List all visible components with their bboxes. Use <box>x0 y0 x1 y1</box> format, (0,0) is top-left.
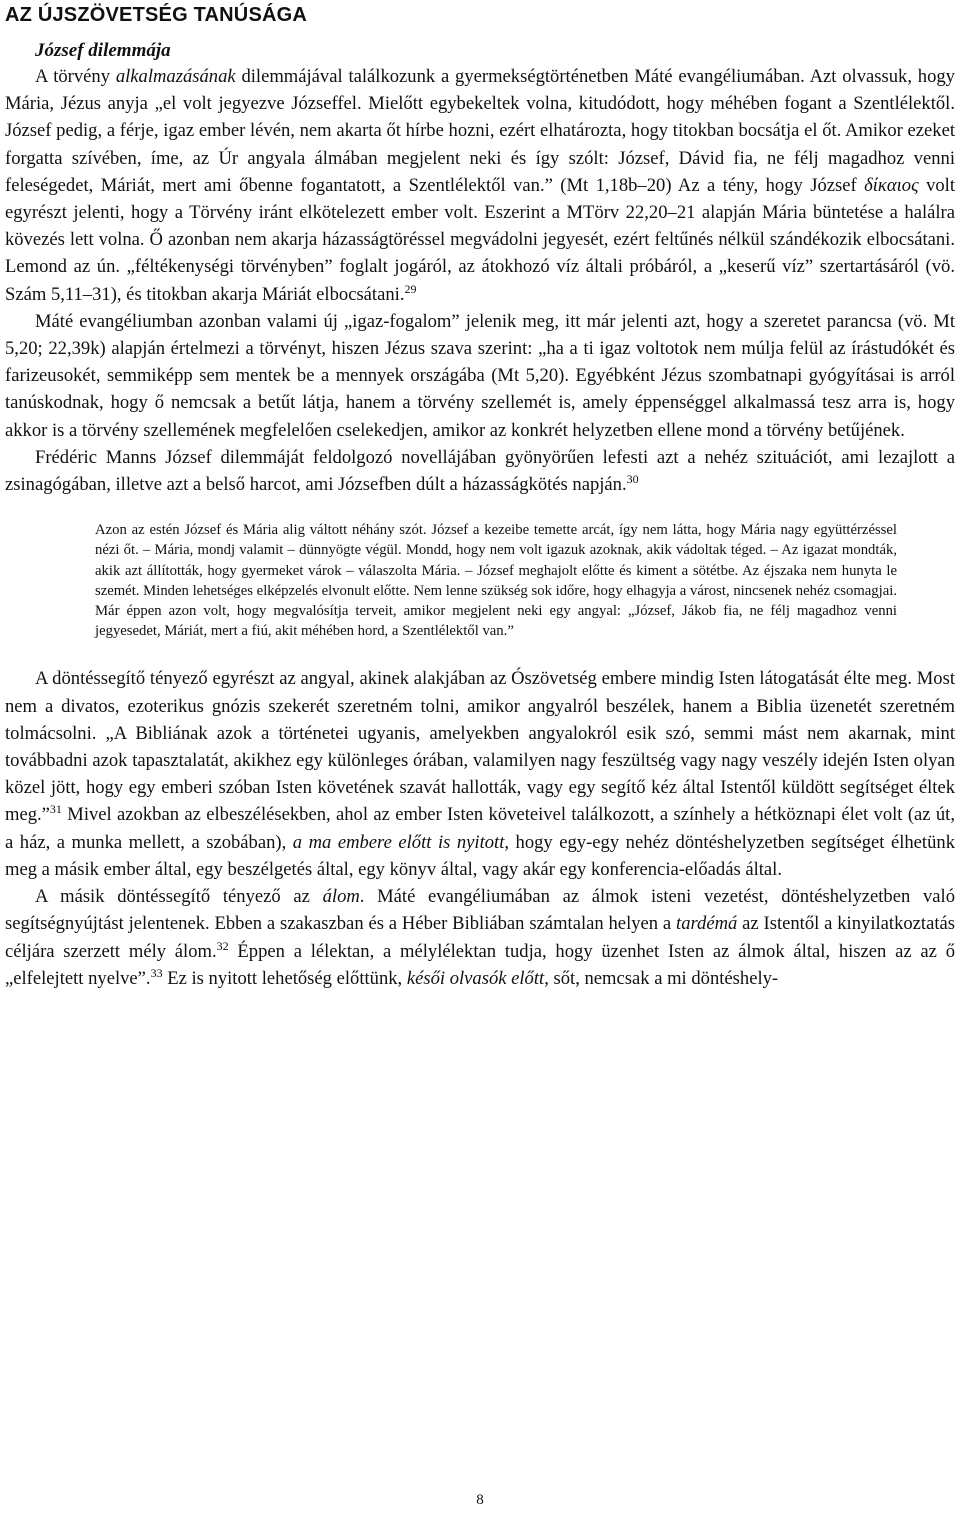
page-number: 8 <box>476 1492 484 1508</box>
footnote-ref-31[interactable]: 31 <box>49 802 62 817</box>
p4-text-b: Mivel azokban az elbeszélésekben, ahol az ember Isten követeivel találkozott, a színhely a hétköznapi élet volt (az út, a ház, a munka mellett, a szobában), <box>5 804 955 853</box>
p5-text-f: Éppen a lélektan, a mélylélektan tudja, hogy üzenhet Isten az álmok által, hiszen az az ő „elfelejtett nyelve”. <box>5 940 955 989</box>
p3-text: Frédéric Manns József dilemmáját feldolgozó novellájában gyönyörűen lefesti azt a nehéz szituációt, ami lezajlott a zsinagógában, illetve azt a belső harcot, ami Józsefben dúlt a házasságkötés napján. <box>5 446 955 496</box>
block-quote: Azon az estén József és Mária alig váltott néhány szót. József a kezeibe temette arcát, így nem látta, hogy Mária nagy együttérzéssel nézi őt. – Mária, mondj valamit – dünnyögte végül. Mondd, hogy nem volt igazuk azoknak, akik vádoltak téged. – Az igazat mondták, akik azt állították, hogy gyermeket várok – válaszolta Mária. – József meghajolt előtte és kiment a sötétbe. Az éjszaka nem hunyta le szemét. Minden lehetséges elképzelés elvonult előtte. Nem lenne szükség sok időre, hogy elhagyja a várost, nincsenek nehéz csomagjai. Már éppen azon volt, hogy megvalósítja terveit, amikor megjelent neki egy angyal: „József, Jákob fia, ne félj magadhoz venni jegyesedet, Máriát, mert a fiú, akit méhében hord, a Szentlélektől van.” <box>95 522 897 640</box>
p5-text-i: , sőt, nemcsak a mi döntéshely- <box>544 967 779 989</box>
footnote-ref-30[interactable]: 30 <box>626 472 639 487</box>
spacer <box>5 641 955 665</box>
footnote-ref-32[interactable]: 32 <box>216 938 229 953</box>
p1-text-e: volt egyrészt jelenti, hogy a Törvény iránt elkötelezett ember volt. Eszerint a MTörv 22,20–21 alapján Mária büntetése a halálra kövezés lett volna. Ő azonban nem akarja házasságtöréssel megvádolni jegyesét, ezért feltűnés nélkül szándékozik elbocsátani. Lemond az ún. „féltékenységi törvényben” foglalt jogáról, az átokhozó víz általi próbáról, a „keserű víz” szertartásáról (vö. Szám 5,11–31), és titokban akarja Máriát elbocsátani. <box>5 174 955 305</box>
p5-text-c: . Máté evangéliumában az álmok isteni vezetést, döntéshelyzetben való segítségnyújtást jelentenek. Ebben a szakaszban és a Héber Bibliában számtalan helyen a <box>5 886 955 935</box>
p1-greek-term: δίκαιος <box>864 174 919 196</box>
p1-text-a: A törvény <box>35 66 116 87</box>
footnote-ref-29[interactable]: 29 <box>404 281 417 296</box>
paragraph-4 <box>5 665 955 883</box>
p4-text-a: A döntéssegítő tényező egyrészt az angyal, akinek alakjában az Ószövetség embere mindig Isten látogatását élte meg. Most nem a divatos, ezoterikus gnózis szekerét szeretném tolni, amikor angyalról beszélek, hanem a Biblia üzenetét szeretném tolmácsolni. „A Bibliának azok a történetei ugyanis, amelyekben angyalokról esik szó, semmi mást nem akarnak, mint továbbadni azok tapasztalatát, akikhez egy különleges órában, valamilyen nagy feszültség vagy nagy veszély idején Isten olyan közel jött, hogy egy emberi szóban Isten követének szavát hallották, vagy egy segítő kéz által Istentől küldött segítséget éltek meg.” <box>5 668 955 826</box>
paragraph-5 <box>5 883 955 992</box>
p5-italic-alom: álom <box>322 886 360 908</box>
p4-italic-phrase: a ma embere előtt is nyitott <box>292 831 505 853</box>
paragraph-1 <box>5 63 955 308</box>
paragraph-2: Máté evangéliumban azonban valami új „igaz-fogalom” jelenik meg, itt már jelenti azt, hogy a szeretet parancsa (vö. Mt 5,20; 22,39k) alapján értelmezi a törvényt, hiszen Jézus szava szerint: „ha a ti igaz voltotok nem múlja felül az írástudókét és farizeusokét, semmiképp sem mentek be a mennyek országába (Mt 5,20). Egyébként Jézus szombatnapi gyógyításai is arról tanúskodnak, hogy ő nemcsak a betűt látja, hanem a törvény szellemét is, amely éppenséggel alkalmassá tesz arra is, hogy akkor is a törvény szellemének megfelelően cselekedjen, amikor az konkrét helyzetben ellene mond a törvény betűjének. <box>5 310 955 441</box>
footnote-ref-33[interactable]: 33 <box>150 965 163 980</box>
subsection-heading: József dilemmája <box>35 40 171 61</box>
p5-italic-phrase: késői olvasók előtt <box>406 967 545 989</box>
p1-text-c: dilemmájával találkozunk a gyermekségtörténetben Máté evangéliumában. Azt olvassuk, hogy Mária, Jézus anyja „el volt jegyezve Józseffel. Mielőtt egybekeltek volna, kitudódott, hogy méhében fogant a Szentlélektől. József pedig, a férje, igaz ember lévén, nem akarta őt hírbe hozni, ezért elhatározta, hogy titokban bocsátja el őt. Amikor ezeket forgatta szívében, íme, az Úr angyala álmában megjelent neki és így szólt: József, Dávid fia, ne félj magadhoz venni feleségedet, Máriát, mert ami őbenne fogantatott, a Szentlélektől van.” (Mt 1,18b–20) Az a tény, hogy József <box>5 66 955 196</box>
section-heading: AZ ÚJSZÖVETSÉG TANÚSÁGA <box>5 4 308 26</box>
paragraph-3 <box>5 444 955 498</box>
p5-text-g: Ez is nyitott lehetőség előttünk, <box>162 967 407 989</box>
p5-text-a: A másik döntéssegítő tényező az <box>35 886 323 908</box>
p5-italic-tardema: tardémá <box>676 913 738 935</box>
p1-italic-term: alkalmazásának <box>115 66 236 87</box>
p4-text-d: , hogy egy-egy nehéz döntéshelyzetben segítséget élhetünk meg a másik ember által, egy beszélgetés által, egy könyv által, vagy akár egy konferencia-előadás által. <box>5 831 955 880</box>
p5-text-e: az Istentől a kinyilatkoztatás céljára szerzett mély álom. <box>5 913 955 962</box>
